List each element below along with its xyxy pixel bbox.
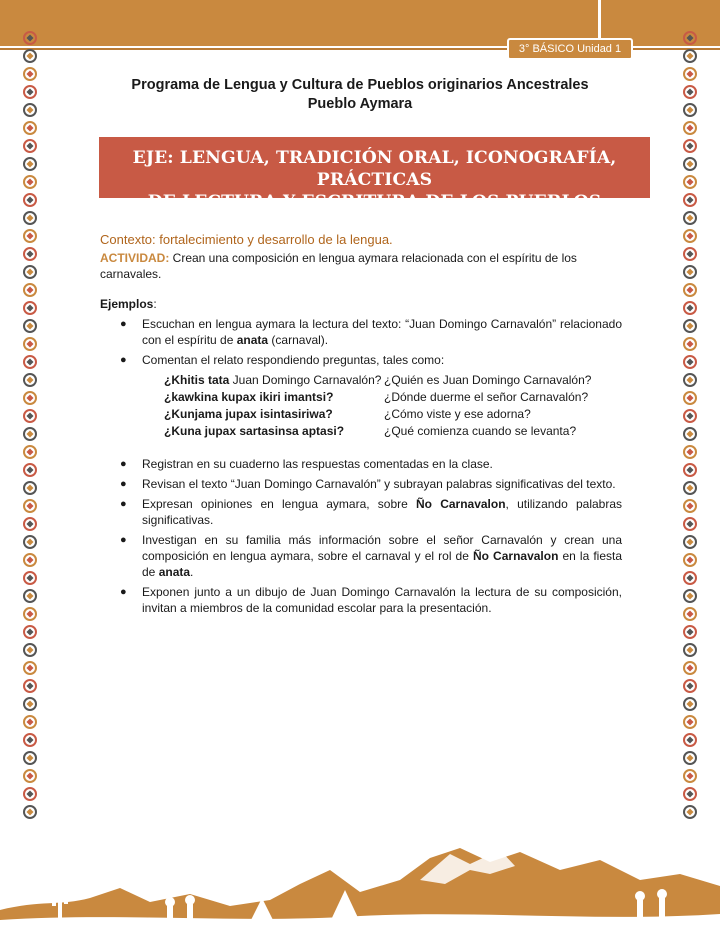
ornament-motif bbox=[684, 248, 696, 260]
eje-line-1: EJE: LENGUA, TRADICIÓN ORAL, ICONOGRAFÍA, PRÁCTICAS bbox=[132, 148, 617, 190]
list-item: ● Revisan el texto “Juan Domingo Carnavalón” y subrayan palabras significativas del texto. bbox=[120, 477, 616, 491]
ornament-motif bbox=[684, 572, 696, 584]
ornament-motif bbox=[684, 500, 696, 512]
ornament-motif bbox=[24, 698, 36, 710]
ornament-motif bbox=[24, 392, 36, 404]
ornament-motif bbox=[24, 554, 36, 566]
ornament-motif bbox=[684, 806, 696, 818]
list-item: ● Escuchan en lengua aymara la lectura del texto: “Juan Domingo Carnavalón” relacionado con el espíritu de anata (carnaval). bbox=[120, 317, 622, 347]
ornament-motif bbox=[24, 770, 36, 782]
ornament-motif bbox=[684, 374, 696, 386]
ornament-motif bbox=[684, 734, 696, 746]
ornament-motif bbox=[24, 734, 36, 746]
ornament-motif bbox=[24, 626, 36, 638]
program-title: Programa de Lengua y Cultura de Pueblos originarios Ancestrales bbox=[131, 77, 589, 93]
bullet-icon: ● bbox=[120, 458, 127, 470]
ornament-motif bbox=[24, 302, 36, 314]
ornament-motif bbox=[684, 446, 696, 458]
ornament-motif bbox=[24, 284, 36, 296]
contexto-heading: Contexto: fortalecimiento y desarrollo de la lengua. bbox=[100, 232, 393, 247]
ornament-motif bbox=[24, 50, 36, 62]
ornament-motif bbox=[684, 284, 696, 296]
ejemplos-label: Ejemplos bbox=[100, 297, 154, 311]
ornament-motif bbox=[24, 104, 36, 116]
ornament-motif bbox=[24, 320, 36, 332]
ornament-motif bbox=[24, 338, 36, 350]
ornament-motif bbox=[24, 230, 36, 242]
ornament-motif bbox=[24, 140, 36, 152]
ornament-motif bbox=[24, 716, 36, 728]
ornament-motif bbox=[684, 662, 696, 674]
bullet-list-a bbox=[100, 316, 622, 368]
ornament-motif bbox=[24, 68, 36, 80]
ornament-motif bbox=[24, 122, 36, 134]
document-header bbox=[110, 76, 610, 114]
ornament-motif bbox=[24, 518, 36, 530]
ornament-motif bbox=[24, 266, 36, 278]
bullet-list-b bbox=[100, 456, 622, 616]
eje-banner bbox=[99, 137, 650, 234]
ejemplos-colon: : bbox=[153, 297, 157, 311]
bullet-icon: ● bbox=[120, 478, 127, 490]
ornament-motif bbox=[24, 32, 36, 44]
question-spanish: ¿Quién es Juan Domingo Carnavalón? bbox=[384, 373, 592, 387]
ornament-motif bbox=[24, 410, 36, 422]
ornament-motif bbox=[24, 194, 36, 206]
ornament-motif bbox=[24, 680, 36, 692]
ornament-motif bbox=[684, 266, 696, 278]
ornament-motif bbox=[24, 644, 36, 656]
ornament-motif bbox=[684, 590, 696, 602]
ornament-motif bbox=[24, 374, 36, 386]
ornament-motif bbox=[684, 518, 696, 530]
ornament-motif bbox=[24, 572, 36, 584]
question-aymara: ¿Kuna jupax sartasinsa aptasi? bbox=[164, 424, 345, 438]
ornament-motif bbox=[24, 752, 36, 764]
bullet-icon: ● bbox=[120, 498, 127, 510]
ornament-motif bbox=[684, 752, 696, 764]
question-aymara: ¿kawkina kupax ikiri imantsi? bbox=[164, 390, 334, 404]
ornament-motif bbox=[684, 176, 696, 188]
ornament-motif bbox=[684, 212, 696, 224]
question-spanish: ¿Qué comienza cuando se levanta? bbox=[384, 424, 577, 438]
ornament-motif bbox=[684, 86, 696, 98]
ornament-motif bbox=[684, 716, 696, 728]
ornament-motif bbox=[684, 302, 696, 314]
actividad-paragraph bbox=[100, 250, 622, 282]
activity-content bbox=[100, 232, 622, 620]
ornament-motif bbox=[684, 626, 696, 638]
bullet-icon: ● bbox=[120, 586, 127, 598]
ornament-motif bbox=[684, 140, 696, 152]
ornament-motif bbox=[684, 68, 696, 80]
ornament-motif bbox=[24, 788, 36, 800]
ornament-motif bbox=[684, 230, 696, 242]
ornament-motif bbox=[684, 194, 696, 206]
ornament-motif bbox=[24, 158, 36, 170]
ornament-motif bbox=[684, 104, 696, 116]
ejemplos-heading bbox=[100, 296, 622, 312]
tab-hanger bbox=[598, 0, 601, 40]
people-title: Pueblo Aymara bbox=[307, 96, 413, 112]
ornament-motif bbox=[684, 392, 696, 404]
ornament-motif bbox=[24, 428, 36, 440]
ornament-motif bbox=[684, 536, 696, 548]
ornament-motif bbox=[24, 248, 36, 260]
list-item: ● Investigan en su familia más información sobre el señor Carnavalón y crean una composición en lengua aymara, sobre el carnaval y el rol de Ño Carnavalon en la fiesta de anata. bbox=[120, 533, 623, 579]
ornament-motif bbox=[684, 608, 696, 620]
ornament-motif bbox=[684, 410, 696, 422]
list-item: ● Comentan el relato respondiendo preguntas, tales como: bbox=[120, 353, 445, 367]
actividad-text: Crean una composición en lengua aymara relacionada con el espíritu de los carnavales. bbox=[100, 251, 577, 281]
andean-landscape-illustration bbox=[0, 840, 720, 932]
unit-tab: 3° BÁSICO Unidad 1 bbox=[507, 38, 633, 60]
left-ornament-border bbox=[22, 30, 38, 820]
right-ornament-border bbox=[682, 30, 698, 820]
ornament-motif bbox=[24, 806, 36, 818]
ornament-motif bbox=[684, 428, 696, 440]
question-spanish: ¿Dónde duerme el señor Carnavalón? bbox=[384, 390, 589, 404]
actividad-label: ACTIVIDAD: bbox=[100, 251, 170, 265]
list-item: ● Expresan opiniones en lengua aymara, sobre Ño Carnavalon, utilizando palabras significativas. bbox=[120, 497, 623, 527]
question-aymara: ¿Kunjama jupax isintasiriwa? bbox=[164, 407, 333, 421]
ornament-motif bbox=[684, 644, 696, 656]
ornament-motif bbox=[24, 662, 36, 674]
ornament-motif bbox=[684, 32, 696, 44]
bullet-icon: ● bbox=[120, 354, 127, 366]
ornament-motif bbox=[24, 536, 36, 548]
ornament-motif bbox=[684, 50, 696, 62]
bullet-icon: ● bbox=[120, 318, 127, 330]
ornament-motif bbox=[24, 482, 36, 494]
ornament-motif bbox=[24, 86, 36, 98]
ornament-motif bbox=[684, 698, 696, 710]
ornament-motif bbox=[684, 464, 696, 476]
ornament-motif bbox=[24, 608, 36, 620]
question-spanish: ¿Cómo viste y ese adorna? bbox=[384, 407, 531, 421]
eje-line-2: DE LECTURA Y ESCRITURA DE LOS PUEBLOS ORIGINARIOS bbox=[147, 192, 602, 234]
list-item: ● Exponen junto a un dibujo de Juan Domingo Carnavalón la lectura de su composición, invitan a miembros de la comunidad escolar para la presentación. bbox=[120, 585, 622, 615]
ornament-motif bbox=[684, 356, 696, 368]
ornament-motif bbox=[24, 176, 36, 188]
ornament-motif bbox=[684, 482, 696, 494]
questions-table bbox=[164, 372, 622, 440]
ornament-motif bbox=[684, 158, 696, 170]
ornament-motif bbox=[684, 788, 696, 800]
ornament-motif bbox=[24, 356, 36, 368]
ornament-motif bbox=[24, 464, 36, 476]
ornament-motif bbox=[684, 554, 696, 566]
ornament-motif bbox=[24, 446, 36, 458]
ornament-motif bbox=[684, 770, 696, 782]
ornament-motif bbox=[684, 320, 696, 332]
ornament-motif bbox=[24, 212, 36, 224]
ornament-motif bbox=[684, 122, 696, 134]
ornament-motif bbox=[24, 590, 36, 602]
list-item: ● Registran en su cuaderno las respuestas comentadas en la clase. bbox=[120, 457, 493, 471]
ornament-motif bbox=[684, 680, 696, 692]
ornament-motif bbox=[24, 500, 36, 512]
ornament-motif bbox=[684, 338, 696, 350]
question-aymara: ¿Khitis tata Juan Domingo Carnavalón? bbox=[164, 373, 382, 387]
bullet-icon: ● bbox=[120, 534, 127, 546]
